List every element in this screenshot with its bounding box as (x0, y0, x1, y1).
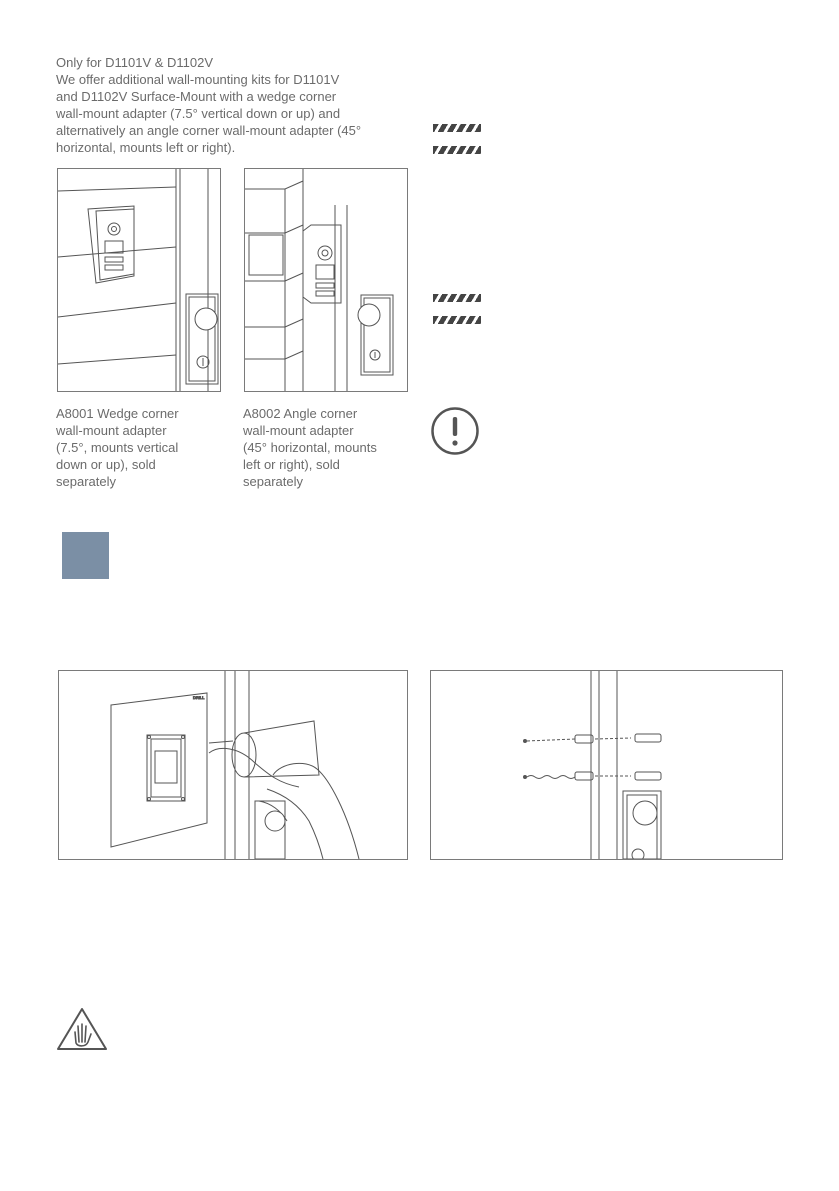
figure-wedge-adapter (57, 168, 221, 392)
figure-drilling (58, 670, 408, 860)
hatch-mark (433, 294, 481, 302)
caption-line: left or right), sold (243, 457, 340, 472)
svg-text:DRILL: DRILL (193, 695, 205, 700)
hatch-mark (433, 124, 481, 132)
exclamation-circle-icon (430, 406, 480, 456)
intro-heading: Only for D1101V & D1102V (56, 55, 214, 70)
hatch-mark (433, 146, 481, 154)
intro-line: wall-mount adapter (7.5° vertical down or up) and (56, 106, 341, 121)
hand-stop-triangle-icon (56, 1007, 108, 1051)
caption-line: A8001 Wedge corner (56, 406, 179, 421)
intro-line: We offer additional wall-mounting kits for D1101V (56, 72, 340, 87)
intro-line: alternatively an angle corner wall-mount adapter (45° (56, 123, 362, 138)
caption-line: down or up), sold (56, 457, 156, 472)
intro-text (56, 54, 406, 156)
figure-caption-wedge (56, 405, 179, 490)
intro-line: horizontal, mounts left or right). (56, 140, 236, 155)
caption-line: (45° horizontal, mounts (243, 440, 377, 455)
hatch-mark (433, 316, 481, 324)
caption-line: separately (243, 474, 303, 489)
figure-caption-angle (243, 405, 377, 490)
figure-dowels (430, 670, 783, 860)
caption-line: A8002 Angle corner (243, 406, 358, 421)
step-marker (62, 532, 109, 579)
caption-line: separately (56, 474, 116, 489)
intro-line: and D1102V Surface-Mount with a wedge corner (56, 89, 337, 104)
caption-line: wall-mount adapter (56, 423, 167, 438)
figure-angle-adapter (244, 168, 408, 392)
caption-line: wall-mount adapter (243, 423, 354, 438)
caption-line: (7.5°, mounts vertical (56, 440, 179, 455)
